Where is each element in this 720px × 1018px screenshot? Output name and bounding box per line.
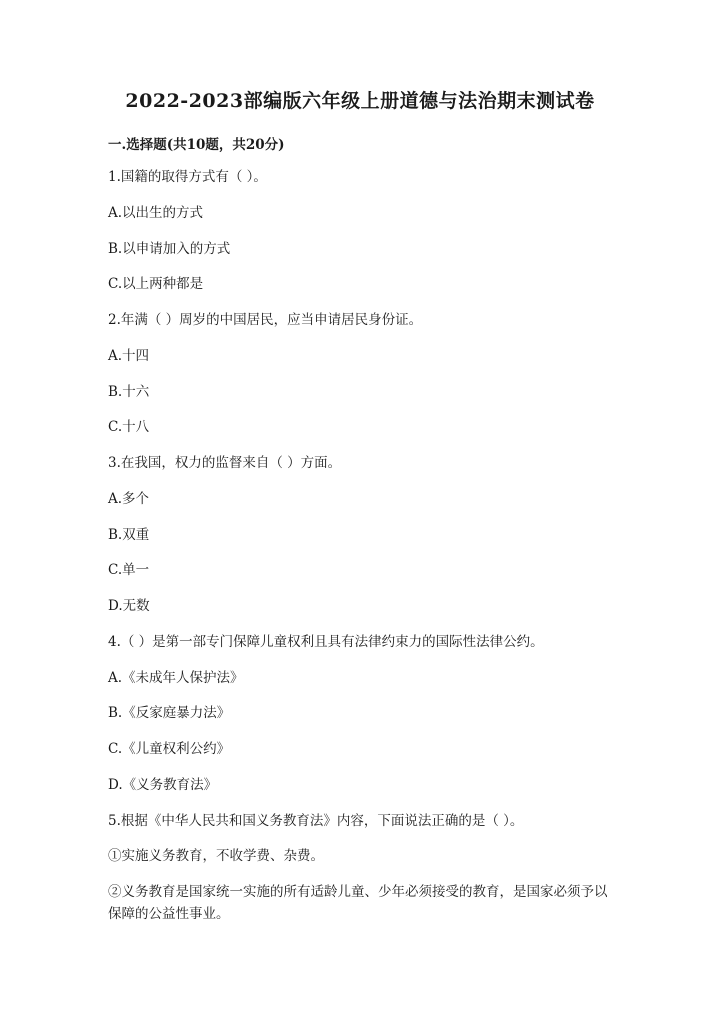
option-4c: C.《儿童权利公约》 <box>108 741 231 757</box>
option-4a: A.《未成年人保护法》 <box>108 670 244 686</box>
question-4: 4.（ ）是第一部专门保障儿童权利且具有法律约束力的国际性法律公约。 <box>108 634 544 650</box>
option-3d: D.无数 <box>108 598 150 614</box>
option-1b: B.以申请加入的方式 <box>108 241 231 257</box>
document-title: 2022-2023部编版六年级上册道德与法治期末测试卷 <box>125 90 595 112</box>
statement-5-2: ②义务教育是国家统一实施的所有适龄儿童、少年必须接受的教育，是国家必须予以保障的公益性事业。 <box>108 884 608 922</box>
section-heading: 一.选择题(共10题，共20分) <box>108 137 285 153</box>
question-3: 3.在我国，权力的监督来自（ ）方面。 <box>108 455 342 471</box>
question-1: 1.国籍的取得方式有（ ）。 <box>108 169 267 185</box>
option-2b: B.十六 <box>108 384 150 400</box>
option-2c: C.十八 <box>108 419 150 435</box>
question-2: 2.年满（ ）周岁的中国居民，应当申请居民身份证。 <box>108 312 423 328</box>
question-5: 5.根据《中华人民共和国义务教育法》内容，下面说法正确的是（ ）。 <box>108 813 524 829</box>
option-3b: B.双重 <box>108 527 150 543</box>
option-3a: A.多个 <box>108 491 150 507</box>
statement-5-1: ①实施义务教育，不收学费、杂费。 <box>108 848 324 864</box>
option-3c: C.单一 <box>108 562 150 578</box>
option-1c: C.以上两种都是 <box>108 276 204 292</box>
option-4b: B.《反家庭暴力法》 <box>108 705 231 721</box>
option-1a: A.以出生的方式 <box>108 205 204 221</box>
option-2a: A.十四 <box>108 348 150 364</box>
option-4d: D.《义务教育法》 <box>108 777 218 793</box>
